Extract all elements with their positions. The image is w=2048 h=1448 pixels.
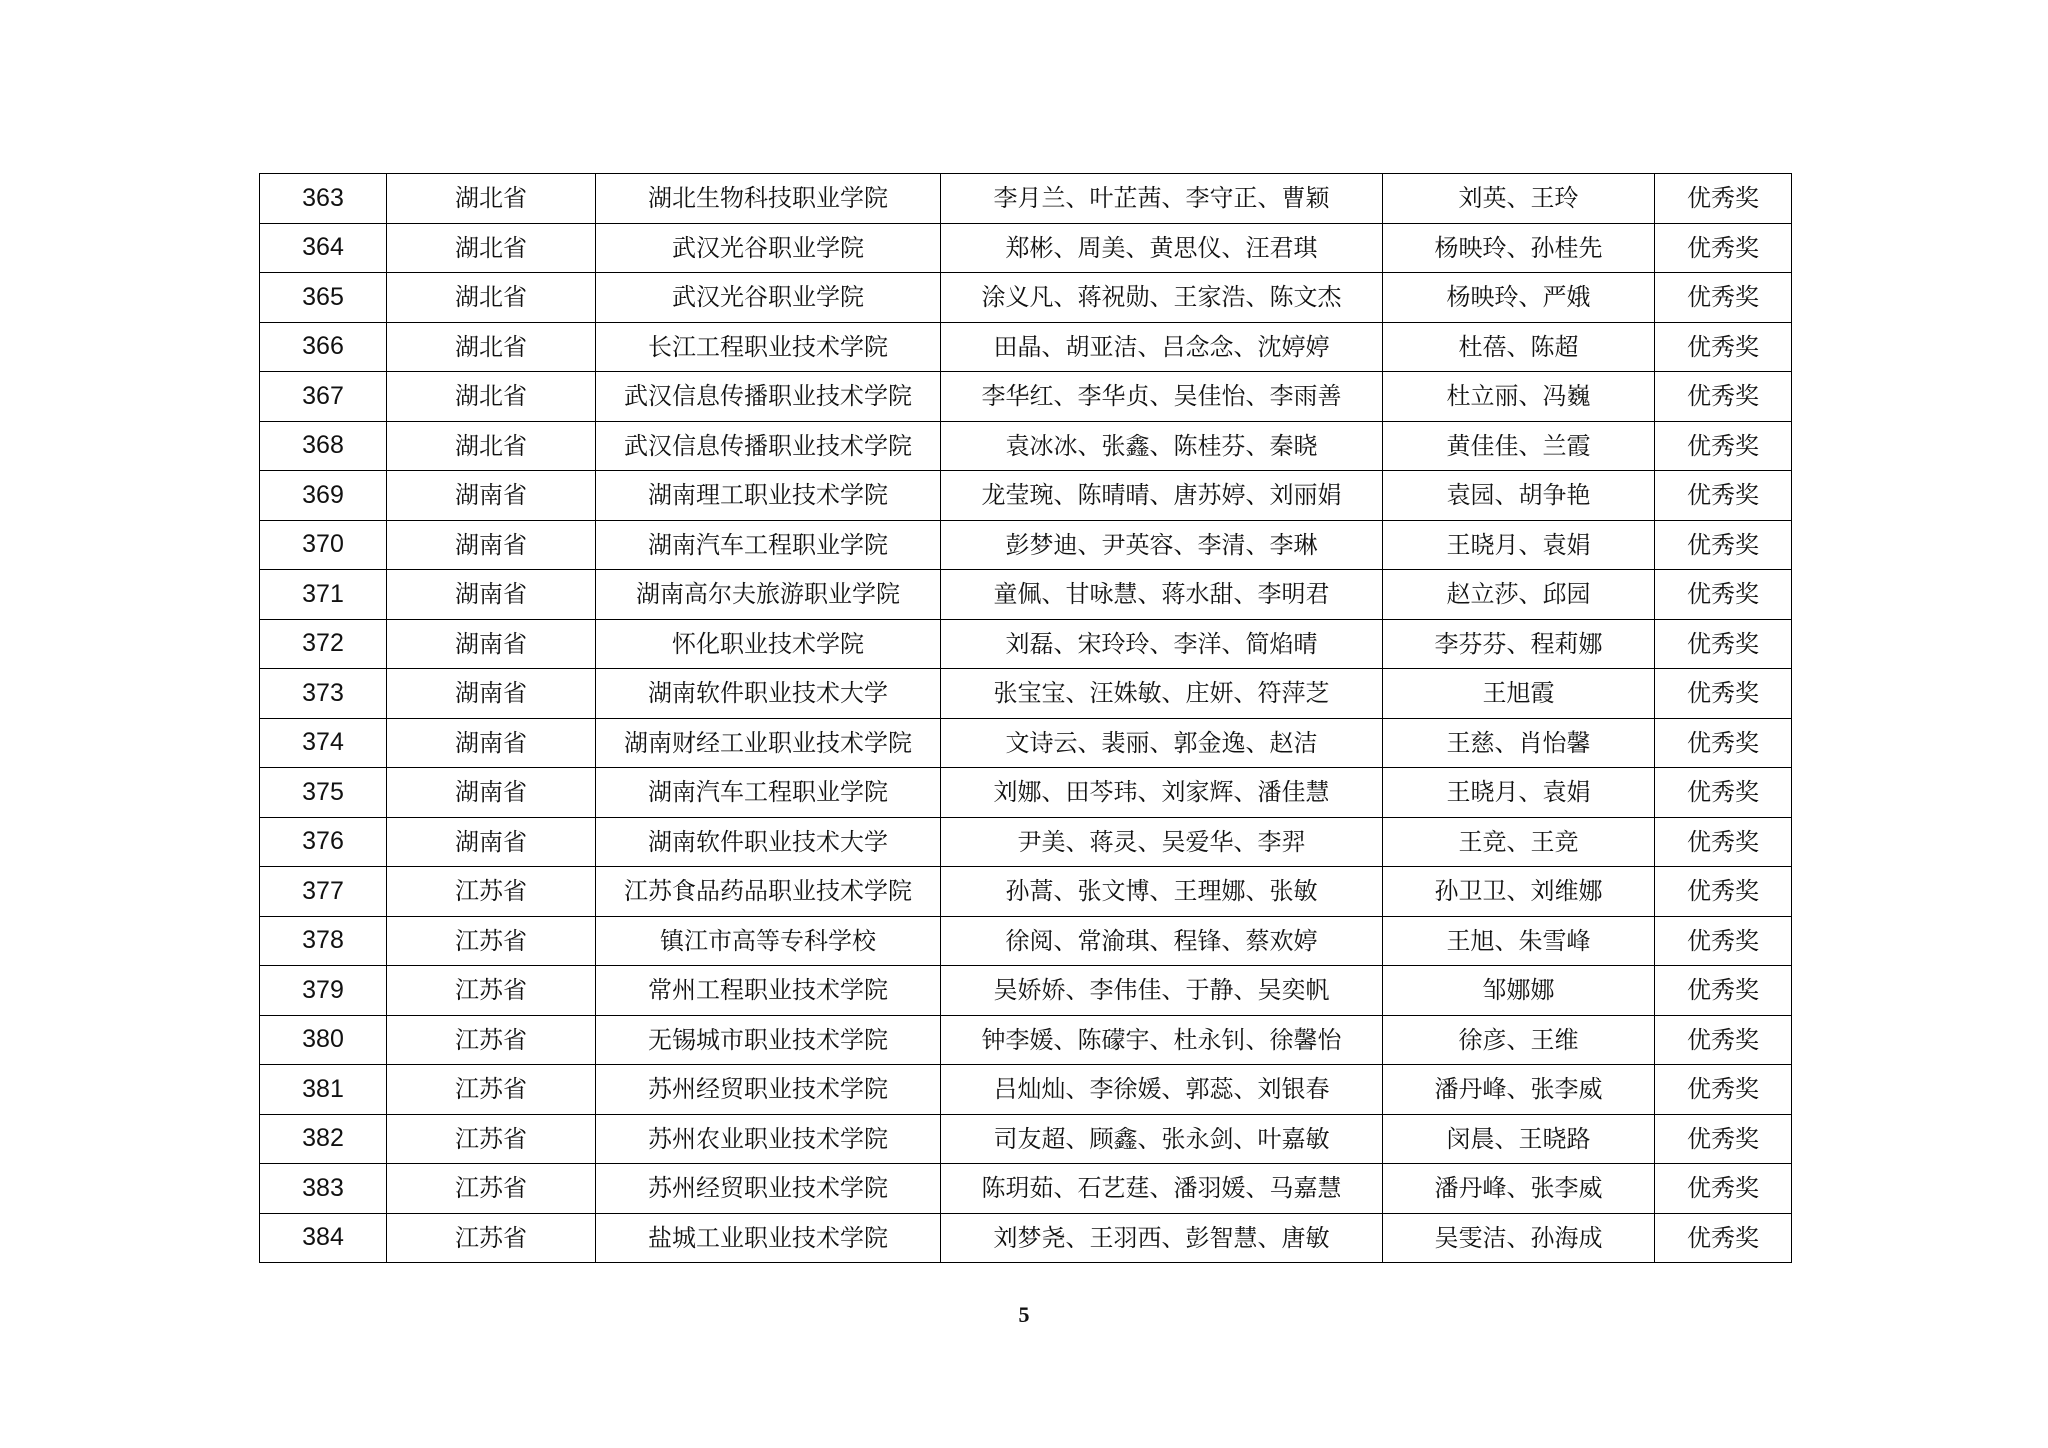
cell-number: 366 [260, 322, 387, 372]
cell-number: 384 [260, 1213, 387, 1263]
cell-members: 孙蒿、张文博、王理娜、张敏 [941, 867, 1383, 917]
cell-province: 湖南省 [387, 471, 596, 521]
cell-school: 湖南高尔夫旅游职业学院 [596, 570, 941, 620]
cell-award: 优秀奖 [1655, 1114, 1792, 1164]
cell-school: 常州工程职业技术学院 [596, 966, 941, 1016]
cell-advisors: 黄佳佳、兰霞 [1383, 421, 1655, 471]
cell-members: 吕灿灿、李徐媛、郭蕊、刘银春 [941, 1065, 1383, 1115]
cell-advisors: 孙卫卫、刘维娜 [1383, 867, 1655, 917]
cell-province: 江苏省 [387, 1114, 596, 1164]
cell-school: 无锡城市职业技术学院 [596, 1015, 941, 1065]
cell-award: 优秀奖 [1655, 768, 1792, 818]
cell-province: 湖南省 [387, 520, 596, 570]
cell-award: 优秀奖 [1655, 273, 1792, 323]
cell-advisors: 袁园、胡争艳 [1383, 471, 1655, 521]
cell-award: 优秀奖 [1655, 223, 1792, 273]
cell-school: 武汉光谷职业学院 [596, 223, 941, 273]
table-row [260, 273, 1792, 323]
cell-advisors: 杨映玲、孙桂先 [1383, 223, 1655, 273]
cell-advisors: 刘英、王玲 [1383, 174, 1655, 224]
cell-school: 湖南财经工业职业技术学院 [596, 718, 941, 768]
cell-advisors: 王晓月、袁娟 [1383, 768, 1655, 818]
cell-award: 优秀奖 [1655, 1065, 1792, 1115]
cell-school: 武汉信息传播职业技术学院 [596, 421, 941, 471]
cell-award: 优秀奖 [1655, 1164, 1792, 1214]
cell-province: 湖南省 [387, 669, 596, 719]
table-row [260, 1164, 1792, 1214]
award-table [259, 173, 1792, 1263]
table-row [260, 520, 1792, 570]
cell-members: 李华红、李华贞、吴佳怡、李雨善 [941, 372, 1383, 422]
cell-province: 湖南省 [387, 619, 596, 669]
table-row [260, 421, 1792, 471]
cell-province: 湖北省 [387, 372, 596, 422]
cell-number: 378 [260, 916, 387, 966]
cell-members: 文诗云、裴丽、郭金逸、赵洁 [941, 718, 1383, 768]
table-row [260, 867, 1792, 917]
table-row [260, 966, 1792, 1016]
cell-number: 363 [260, 174, 387, 224]
cell-school: 湖南汽车工程职业学院 [596, 768, 941, 818]
table-row [260, 1015, 1792, 1065]
cell-province: 江苏省 [387, 867, 596, 917]
cell-award: 优秀奖 [1655, 421, 1792, 471]
cell-award: 优秀奖 [1655, 669, 1792, 719]
cell-members: 童佩、甘咏慧、蒋水甜、李明君 [941, 570, 1383, 620]
cell-advisors: 杨映玲、严娥 [1383, 273, 1655, 323]
cell-province: 湖北省 [387, 174, 596, 224]
cell-school: 镇江市高等专科学校 [596, 916, 941, 966]
cell-award: 优秀奖 [1655, 916, 1792, 966]
cell-award: 优秀奖 [1655, 471, 1792, 521]
table-row [260, 1114, 1792, 1164]
cell-award: 优秀奖 [1655, 174, 1792, 224]
cell-members: 郑彬、周美、黄思仪、汪君琪 [941, 223, 1383, 273]
cell-advisors: 邹娜娜 [1383, 966, 1655, 1016]
cell-advisors: 吴雯洁、孙海成 [1383, 1213, 1655, 1263]
cell-advisors: 徐彦、王维 [1383, 1015, 1655, 1065]
cell-number: 377 [260, 867, 387, 917]
cell-advisors: 王慈、肖怡馨 [1383, 718, 1655, 768]
cell-members: 张宝宝、汪姝敏、庄妍、符萍芝 [941, 669, 1383, 719]
cell-province: 江苏省 [387, 1164, 596, 1214]
cell-members: 涂义凡、蒋祝勋、王家浩、陈文杰 [941, 273, 1383, 323]
cell-advisors: 潘丹峰、张李威 [1383, 1065, 1655, 1115]
cell-number: 376 [260, 817, 387, 867]
cell-advisors: 赵立莎、邱园 [1383, 570, 1655, 620]
cell-number: 367 [260, 372, 387, 422]
cell-advisors: 潘丹峰、张李威 [1383, 1164, 1655, 1214]
cell-number: 373 [260, 669, 387, 719]
cell-members: 陈玥茹、石艺莛、潘羽媛、马嘉慧 [941, 1164, 1383, 1214]
cell-number: 380 [260, 1015, 387, 1065]
cell-school: 苏州经贸职业技术学院 [596, 1164, 941, 1214]
cell-province: 江苏省 [387, 966, 596, 1016]
cell-school: 湖北生物科技职业学院 [596, 174, 941, 224]
cell-province: 湖北省 [387, 223, 596, 273]
cell-award: 优秀奖 [1655, 520, 1792, 570]
cell-members: 司友超、顾鑫、张永剑、叶嘉敏 [941, 1114, 1383, 1164]
table-row [260, 1065, 1792, 1115]
cell-number: 381 [260, 1065, 387, 1115]
cell-advisors: 李芬芬、程莉娜 [1383, 619, 1655, 669]
cell-advisors: 杜蓓、陈超 [1383, 322, 1655, 372]
cell-members: 徐阅、常渝琪、程锋、蔡欢婷 [941, 916, 1383, 966]
cell-number: 372 [260, 619, 387, 669]
cell-number: 374 [260, 718, 387, 768]
cell-award: 优秀奖 [1655, 718, 1792, 768]
award-list-page [259, 173, 1791, 1263]
table-row [260, 322, 1792, 372]
cell-award: 优秀奖 [1655, 570, 1792, 620]
cell-number: 365 [260, 273, 387, 323]
cell-school: 长江工程职业技术学院 [596, 322, 941, 372]
cell-province: 湖南省 [387, 570, 596, 620]
table-row [260, 916, 1792, 966]
cell-province: 江苏省 [387, 916, 596, 966]
cell-school: 武汉光谷职业学院 [596, 273, 941, 323]
cell-number: 382 [260, 1114, 387, 1164]
cell-members: 刘梦尧、王羽西、彭智慧、唐敏 [941, 1213, 1383, 1263]
table-row [260, 570, 1792, 620]
cell-award: 优秀奖 [1655, 372, 1792, 422]
cell-members: 彭梦迪、尹英容、李清、李琳 [941, 520, 1383, 570]
cell-number: 371 [260, 570, 387, 620]
cell-award: 优秀奖 [1655, 1015, 1792, 1065]
cell-advisors: 王晓月、袁娟 [1383, 520, 1655, 570]
cell-number: 369 [260, 471, 387, 521]
cell-award: 优秀奖 [1655, 817, 1792, 867]
cell-members: 刘娜、田芩玮、刘家辉、潘佳慧 [941, 768, 1383, 818]
cell-school: 武汉信息传播职业技术学院 [596, 372, 941, 422]
table-row [260, 174, 1792, 224]
cell-advisors: 王旭、朱雪峰 [1383, 916, 1655, 966]
cell-members: 钟李媛、陈礞宇、杜永钊、徐馨怡 [941, 1015, 1383, 1065]
cell-advisors: 闵晨、王晓路 [1383, 1114, 1655, 1164]
cell-number: 368 [260, 421, 387, 471]
cell-members: 吴娇娇、李伟佳、于静、吴奕帆 [941, 966, 1383, 1016]
table-row [260, 768, 1792, 818]
cell-province: 湖南省 [387, 768, 596, 818]
page-number: 5 [1018, 1302, 1030, 1327]
cell-province: 江苏省 [387, 1065, 596, 1115]
cell-award: 优秀奖 [1655, 966, 1792, 1016]
cell-number: 370 [260, 520, 387, 570]
cell-province: 湖北省 [387, 273, 596, 323]
cell-advisors: 王旭霞 [1383, 669, 1655, 719]
cell-school: 苏州农业职业技术学院 [596, 1114, 941, 1164]
cell-members: 袁冰冰、张鑫、陈桂芬、秦晓 [941, 421, 1383, 471]
table-row [260, 223, 1792, 273]
cell-members: 田晶、胡亚洁、吕念念、沈婷婷 [941, 322, 1383, 372]
award-table-body [260, 174, 1792, 1263]
table-row [260, 1213, 1792, 1263]
table-row [260, 817, 1792, 867]
cell-number: 364 [260, 223, 387, 273]
cell-award: 优秀奖 [1655, 1213, 1792, 1263]
table-row [260, 718, 1792, 768]
cell-members: 龙莹琬、陈晴晴、唐苏婷、刘丽娟 [941, 471, 1383, 521]
cell-province: 湖北省 [387, 322, 596, 372]
cell-number: 383 [260, 1164, 387, 1214]
cell-province: 江苏省 [387, 1015, 596, 1065]
cell-school: 湖南软件职业技术大学 [596, 817, 941, 867]
table-row [260, 669, 1792, 719]
table-row [260, 471, 1792, 521]
cell-advisors: 王竞、王竞 [1383, 817, 1655, 867]
cell-number: 375 [260, 768, 387, 818]
cell-school: 湖南软件职业技术大学 [596, 669, 941, 719]
table-row [260, 619, 1792, 669]
cell-school: 苏州经贸职业技术学院 [596, 1065, 941, 1115]
cell-members: 李月兰、叶芷茜、李守正、曹颖 [941, 174, 1383, 224]
cell-number: 379 [260, 966, 387, 1016]
cell-members: 尹美、蒋灵、吴爱华、李羿 [941, 817, 1383, 867]
cell-advisors: 杜立丽、冯巍 [1383, 372, 1655, 422]
cell-members: 刘磊、宋玲玲、李洋、简焰晴 [941, 619, 1383, 669]
cell-province: 湖北省 [387, 421, 596, 471]
cell-award: 优秀奖 [1655, 867, 1792, 917]
cell-award: 优秀奖 [1655, 619, 1792, 669]
cell-award: 优秀奖 [1655, 322, 1792, 372]
cell-province: 湖南省 [387, 817, 596, 867]
cell-province: 湖南省 [387, 718, 596, 768]
cell-province: 江苏省 [387, 1213, 596, 1263]
cell-school: 湖南汽车工程职业学院 [596, 520, 941, 570]
cell-school: 江苏食品药品职业技术学院 [596, 867, 941, 917]
cell-school: 盐城工业职业技术学院 [596, 1213, 941, 1263]
cell-school: 湖南理工职业技术学院 [596, 471, 941, 521]
cell-school: 怀化职业技术学院 [596, 619, 941, 669]
table-row [260, 372, 1792, 422]
